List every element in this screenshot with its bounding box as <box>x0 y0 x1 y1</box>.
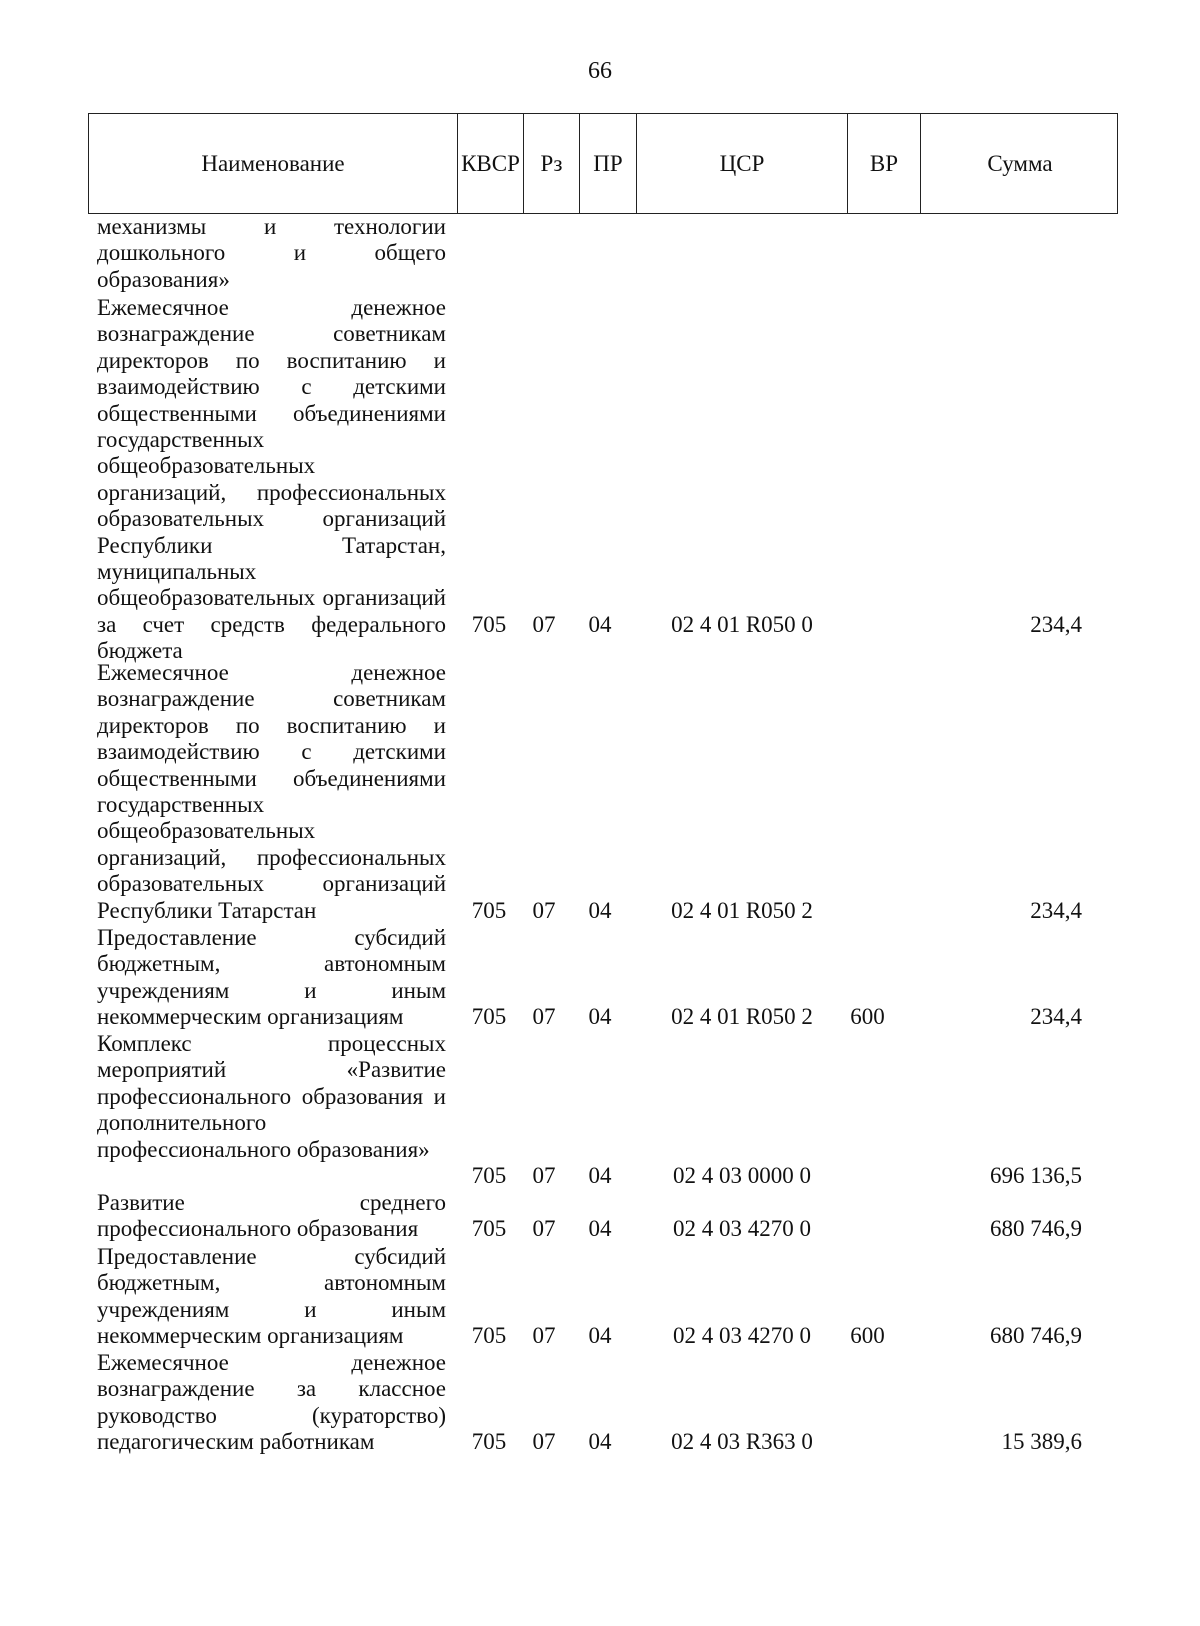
header-name: Наименование <box>89 114 458 213</box>
row-name: Ежемесячное денежное вознаграждение советникам директоров по воспитанию и взаимодействию с детскими общественными объединениями государственных общеобразовательных организаций, профессиональных образовательных организаций Республики Татарстан <box>97 660 446 923</box>
row-rz: 07 <box>532 611 556 637</box>
row-csr: 02 4 01 R050 2 <box>671 897 813 923</box>
row-rz: 07 <box>532 1004 556 1030</box>
row-name: механизмы и технологии дошкольного и общего образования» <box>97 214 446 292</box>
row-sum: 234,4 <box>1030 611 1082 637</box>
row-pr: 04 <box>588 1323 612 1349</box>
row-kvsr: 705 <box>471 1429 507 1455</box>
row-sum: 234,4 <box>1030 1004 1082 1030</box>
row-name: Ежемесячное денежное вознаграждение за классное руководство (кураторство) педагогическим работникам <box>97 1350 446 1455</box>
row-name: Развитие среднего профессионального образования <box>97 1190 446 1242</box>
table-header <box>88 113 1118 214</box>
row-kvsr: 705 <box>471 1163 507 1188</box>
row-pr: 04 <box>588 1216 612 1242</box>
row-csr: 02 4 03 4270 0 <box>673 1216 811 1242</box>
row-rz: 07 <box>532 1216 556 1242</box>
header-kvsr: КВСР <box>458 114 524 213</box>
row-pr: 04 <box>588 1163 612 1188</box>
row-kvsr: 705 <box>471 1323 507 1349</box>
row-rz: 07 <box>532 1323 556 1349</box>
row-kvsr: 705 <box>471 897 507 923</box>
row-name: Предоставление субсидий бюджетным, автономным учреждениям и иным некоммерческим организациям <box>97 925 446 1030</box>
row-csr: 02 4 03 4270 0 <box>673 1323 811 1349</box>
header-csr: ЦСР <box>637 114 848 213</box>
row-pr: 04 <box>588 1004 612 1030</box>
row-pr: 04 <box>588 1429 612 1455</box>
row-kvsr: 705 <box>471 1004 507 1030</box>
row-rz: 07 <box>532 897 556 923</box>
page-number: 66 <box>588 58 612 84</box>
row-name: Комплекс процессных мероприятий «Развитие профессионального образования и дополнительного профессионального образования» <box>97 1031 446 1162</box>
header-pr: ПР <box>580 114 637 213</box>
row-sum: 680 746,9 <box>990 1323 1082 1349</box>
row-kvsr: 705 <box>471 611 507 637</box>
row-rz: 07 <box>532 1429 556 1455</box>
row-csr: 02 4 03 0000 0 <box>673 1163 811 1188</box>
header-vr: ВР <box>848 114 921 213</box>
row-csr: 02 4 01 R050 2 <box>671 1004 813 1030</box>
row-sum: 234,4 <box>1030 897 1082 923</box>
row-vr: 600 <box>850 1004 885 1030</box>
row-pr: 04 <box>588 611 612 637</box>
row-rz: 07 <box>532 1163 556 1188</box>
row-kvsr: 705 <box>471 1216 507 1242</box>
row-vr: 600 <box>850 1323 885 1349</box>
row-sum: 696 136,5 <box>990 1163 1082 1188</box>
row-name: Ежемесячное денежное вознаграждение советникам директоров по воспитанию и взаимодействию с детскими общественными объединениями государственных общеобразовательных организаций, профессиональных образовательных организаций Республики Татарстан, муниципальных общеобразовательных организаций за счет средств федерального бюджета <box>97 295 446 664</box>
row-csr: 02 4 01 R050 0 <box>671 611 813 637</box>
row-name: Предоставление субсидий бюджетным, автономным учреждениям и иным некоммерческим организациям <box>97 1244 446 1349</box>
row-csr: 02 4 03 R363 0 <box>671 1429 813 1455</box>
header-rz: Рз <box>524 114 580 213</box>
row-pr: 04 <box>588 897 612 923</box>
header-sum: Сумма <box>987 150 1053 176</box>
row-sum: 680 746,9 <box>990 1216 1082 1242</box>
row-sum: 15 389,6 <box>1001 1429 1082 1455</box>
